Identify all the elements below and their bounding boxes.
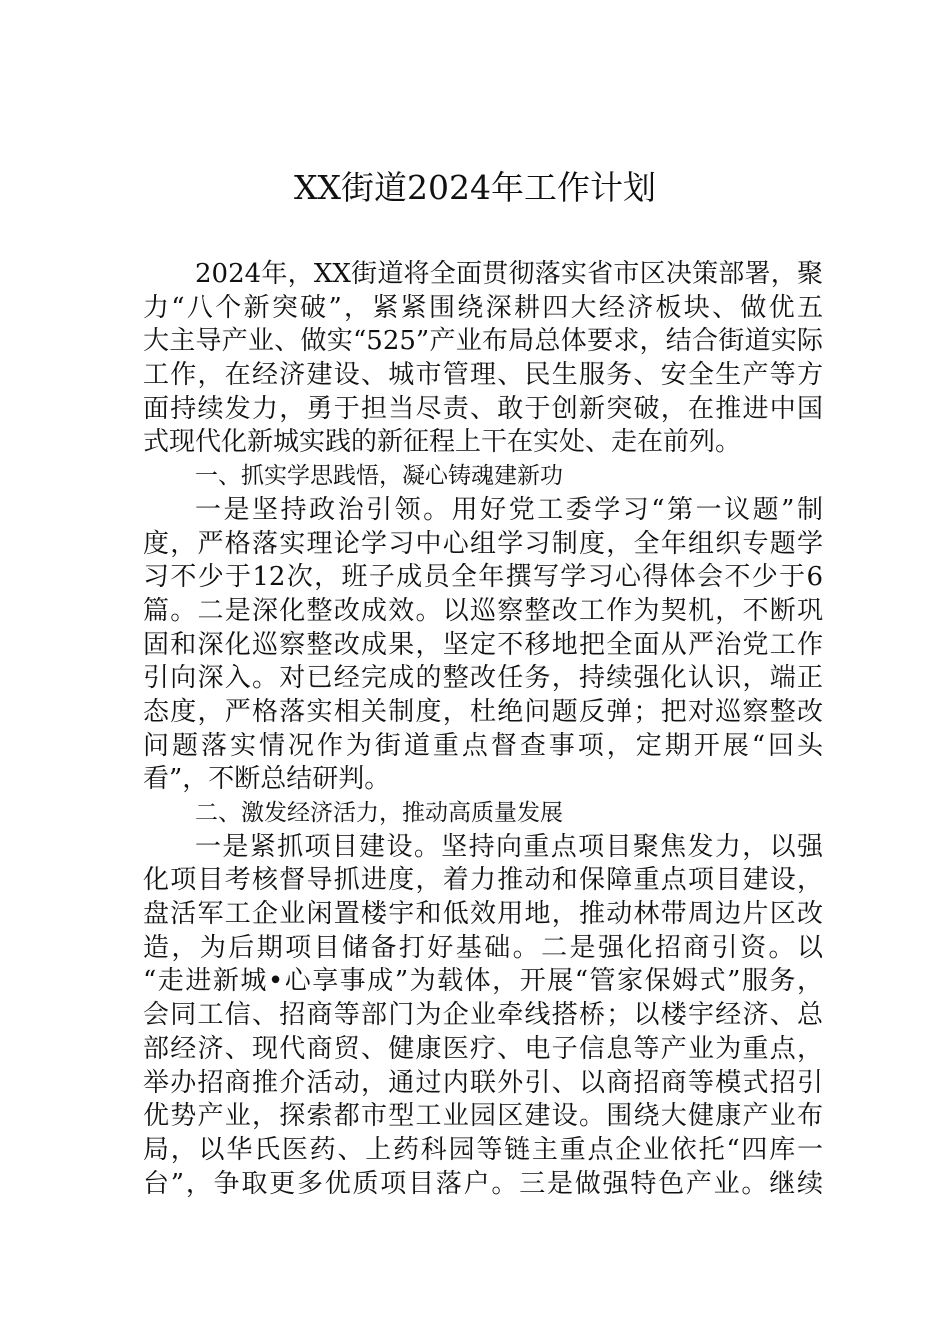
paragraph-line: 造，为后期项目储备打好基础。二是强化招商引资。以 bbox=[143, 932, 823, 963]
paragraph-line: 盘活军工企业闲置楼宇和低效用地，推动林带周边片区改 bbox=[143, 899, 823, 930]
paragraph-line: 台”，争取更多优质项目落户。三是做强特色产业。继续 bbox=[143, 1168, 823, 1199]
paragraph-line: 固和深化巡察整改成果，坚定不移地把全面从严治党工作 bbox=[143, 629, 823, 660]
paragraph-line: 工作，在经济建设、城市管理、民生服务、安全生产等方 bbox=[143, 360, 823, 391]
paragraph-line: 态度，严格落实相关制度，杜绝问题反弹；把对巡察整改 bbox=[143, 696, 823, 727]
paragraph-line: 大主导产业、做实“525”产业布局总体要求，结合街道实际 bbox=[143, 326, 823, 357]
paragraph-line: 力“八个新突破”，紧紧围绕深耕四大经济板块、做优五 bbox=[143, 292, 823, 323]
paragraph-line: 度，严格落实理论学习中心组学习制度，全年组织专题学 bbox=[143, 528, 823, 559]
paragraph-line: 部经济、现代商贸、健康医疗、电子信息等产业为重点， bbox=[143, 1033, 823, 1064]
paragraph-line: 问题落实情况作为街道重点督查事项，定期开展“回头 bbox=[143, 730, 823, 761]
document-body bbox=[143, 258, 823, 1201]
paragraph-line: 看”，不断总结研判。 bbox=[143, 764, 391, 795]
section-heading: 二、激发经济活力，推动高质量发展 bbox=[195, 800, 563, 826]
paragraph-line: 会同工信、招商等部门为企业牵线搭桥；以楼宇经济、总 bbox=[143, 1000, 823, 1031]
paragraph-line: 面持续发力，勇于担当尽责、敢于创新突破，在推进中国 bbox=[143, 393, 823, 424]
paragraph-line: 局，以华氏医药、上药科园等链主重点企业依托“四库一 bbox=[143, 1134, 823, 1165]
paragraph-line: 一是紧抓项目建设。坚持向重点项目聚焦发力，以强 bbox=[195, 831, 823, 862]
paragraph-line: 2024年，XX街道将全面贯彻落实省市区决策部署，聚 bbox=[195, 259, 823, 289]
paragraph-line: 化项目考核督导抓进度，着力推动和保障重点项目建设， bbox=[143, 865, 823, 896]
section-heading: 一、抓实学思践悟，凝心铸魂建新功 bbox=[195, 463, 563, 490]
document-title: XX街道2024年工作计划 bbox=[294, 168, 656, 207]
paragraph-line: 优势产业，探索都市型工业园区建设。围绕大健康产业布 bbox=[143, 1101, 823, 1132]
paragraph-line: “走进新城•心享事成”为载体，开展“管家保姆式”服务， bbox=[143, 966, 823, 997]
paragraph-line: 一是坚持政治引领。用好党工委学习“第一议题”制 bbox=[195, 494, 823, 525]
paragraph-line: 引向深入。对已经完成的整改任务，持续强化认识，端正 bbox=[143, 663, 823, 694]
paragraph-line: 式现代化新城实践的新征程上干在实处、走在前列。 bbox=[143, 427, 742, 458]
paragraph-line: 习不少于12次，班子成员全年撰写学习心得体会不少于6 bbox=[143, 562, 823, 593]
paragraph-line: 举办招商推介活动，通过内联外引、以商招商等模式招引 bbox=[143, 1067, 823, 1098]
paragraph-line: 篇。二是深化整改成效。以巡察整改工作为契机，不断巩 bbox=[143, 595, 823, 626]
